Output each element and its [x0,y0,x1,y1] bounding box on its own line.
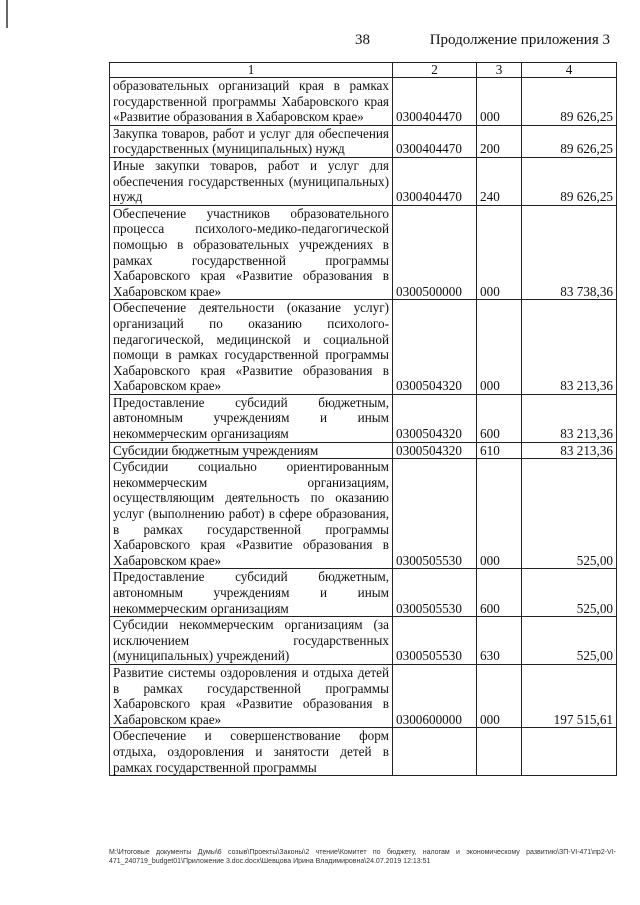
row-type: 000 [477,78,522,126]
row-amount: 197 515,61 [522,664,617,727]
row-code: 0300504320 [393,300,477,395]
row-type: 240 [477,157,522,205]
table-row [110,125,617,157]
row-name: Обеспечение деятельности (оказание услуг) организаций по оказанию психолого-педагогической, медицинской и социальной помощи в рамках государственной программы Хабаровского края «Развитие образования в Хабаровском крае» [110,300,393,395]
table-row [110,78,617,126]
row-name: Развитие системы оздоровления и отдыха детей в рамках государственной программы Хабаровского края «Развитие образования в Хабаровском крае» [110,664,393,727]
row-amount: 83 738,36 [522,205,617,300]
row-type [477,728,522,776]
table-row [110,394,617,442]
row-name: Закупка товаров, работ и услуг для обеспечения государственных (муниципальных) нужд [110,125,393,157]
row-type: 000 [477,205,522,300]
table-row [110,442,617,459]
row-type: 000 [477,459,522,569]
row-name: Предоставление субсидий бюджетным, автономным учреждениям и иным некоммерческим организациям [110,569,393,617]
row-code: 0300505530 [393,617,477,665]
row-amount: 89 626,25 [522,125,617,157]
row-amount: 525,00 [522,569,617,617]
row-type: 600 [477,394,522,442]
row-amount: 83 213,36 [522,300,617,395]
file-path-footer: M:\Итоговые документы Думы\6 созыв\Проекты\Законы\2 чтение\Комитет по бюджету, налогам и экономическому развитию\ЗП-VI-471\пр2-VI-471_240719_budget01\Приложение 3.doc.docx\Шевцова Ирина Владимировна\24.07.2019 12:13:51 [109,849,616,865]
table-row [110,459,617,569]
row-name: Субсидии некоммерческим организациям (за исключением государственных (муниципальных) учреждений) [110,617,393,665]
row-code: 0300505530 [393,459,477,569]
row-type: 000 [477,300,522,395]
table-header-row [110,63,617,78]
row-amount: 83 213,36 [522,442,617,459]
row-type: 000 [477,664,522,727]
column-header-2: 2 [393,63,477,78]
row-type: 610 [477,442,522,459]
table-row [110,157,617,205]
row-name: Предоставление субсидий бюджетным, автономным учреждениям и иным некоммерческим организациям [110,394,393,442]
continuation-label: Продолжение приложения 3 [429,32,610,48]
row-amount [522,728,617,776]
row-name: образовательных организаций края в рамках государственной программы Хабаровского края «Развитие образования в Хабаровском крае» [110,78,393,126]
table-row [110,728,617,776]
table-row [110,664,617,727]
page-number: 38 [355,32,370,48]
scan-margin-mark [0,0,8,28]
row-name: Иные закупки товаров, работ и услуг для обеспечения государственных (муниципальных) нужд [110,157,393,205]
row-code: 0300404470 [393,157,477,205]
table-row [110,205,617,300]
row-type: 200 [477,125,522,157]
table-row [110,300,617,395]
budget-table [109,62,617,776]
row-code: 0300500000 [393,205,477,300]
table-row [110,569,617,617]
row-code: 0300504320 [393,394,477,442]
row-code: 0300505530 [393,569,477,617]
row-name: Субсидии бюджетным учреждениям [110,442,393,459]
row-name: Субсидии социально ориентированным некоммерческим организациям, осуществляющим деятельность по оказанию услуг (выполнению работ) в сфере образования, в рамках государственной программы Хабаровского края «Развитие образования в Хабаровском крае» [110,459,393,569]
row-amount: 89 626,25 [522,78,617,126]
row-type: 600 [477,569,522,617]
row-name: Обеспечение участников образовательного процесса психолого-медико-педагогической помощью в образовательных учреждениях в рамках государственной программы Хабаровского края «Развитие образования в Хабаровском крае» [110,205,393,300]
row-type: 630 [477,617,522,665]
row-code: 0300404470 [393,125,477,157]
column-header-1: 1 [110,63,393,78]
row-amount: 83 213,36 [522,394,617,442]
table-row [110,617,617,665]
row-code: 0300404470 [393,78,477,126]
row-code [393,728,477,776]
row-code: 0300600000 [393,664,477,727]
row-amount: 525,00 [522,617,617,665]
column-header-4: 4 [522,63,617,78]
row-code: 0300504320 [393,442,477,459]
row-amount: 525,00 [522,459,617,569]
row-name: Обеспечение и совершенствование форм отдыха, оздоровления и занятости детей в рамках государственной программы [110,728,393,776]
row-amount: 89 626,25 [522,157,617,205]
column-header-3: 3 [477,63,522,78]
